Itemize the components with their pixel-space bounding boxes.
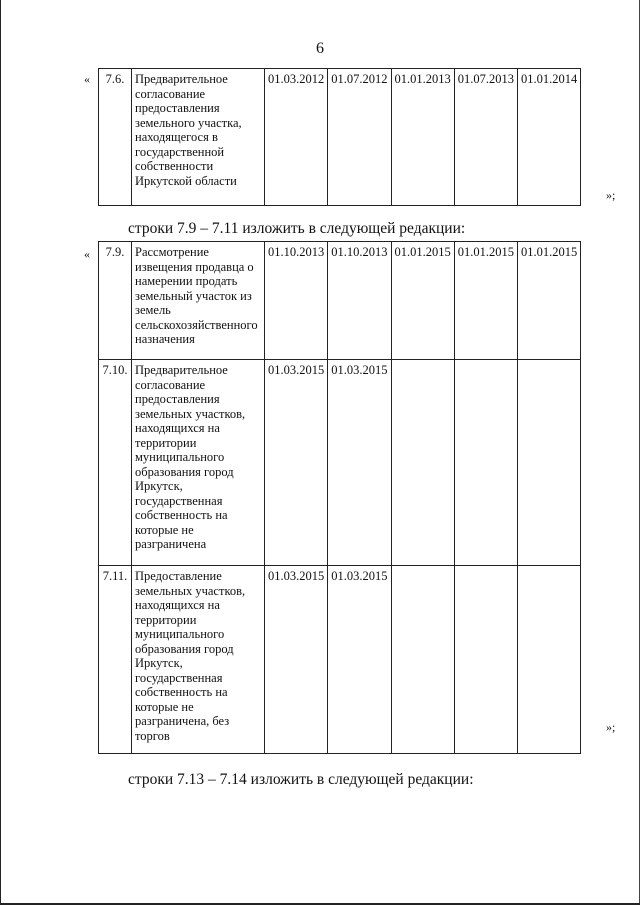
date-cell: 01.01.2015 (454, 242, 517, 360)
table-row (99, 242, 581, 360)
opening-quote: « (84, 72, 90, 86)
date-cell (518, 360, 581, 566)
row-number: 7.11. (99, 566, 132, 754)
date-cell: 01.01.2014 (518, 69, 581, 206)
scan-left-edge (0, 0, 1, 905)
date-cell (518, 566, 581, 754)
row-number: 7.6. (99, 69, 132, 206)
amendment-intro-7-13: строки 7.13 – 7.14 изложить в следующей редакции: (128, 771, 474, 788)
date-cell (454, 360, 517, 566)
date-cell: 01.03.2015 (328, 566, 391, 754)
closing-quote: »; (606, 188, 616, 202)
table-rows-7-9-7-11 (98, 241, 581, 754)
date-cell: 01.03.2012 (265, 69, 328, 206)
date-cell: 01.01.2015 (391, 242, 454, 360)
date-cell: 01.07.2012 (328, 69, 391, 206)
closing-quote: »; (606, 720, 616, 734)
date-cell (454, 566, 517, 754)
opening-quote: « (84, 247, 90, 261)
date-cell (391, 566, 454, 754)
date-cell: 01.10.2013 (328, 242, 391, 360)
date-cell: 01.10.2013 (265, 242, 328, 360)
row-number: 7.9. (99, 242, 132, 360)
date-cell: 01.03.2015 (265, 360, 328, 566)
date-cell (391, 360, 454, 566)
date-cell: 01.07.2013 (454, 69, 517, 206)
row-name: Рассмотрение извещения продавца о намерении продать земельный участок из земель сельскохозяйственного назначения (132, 242, 265, 360)
table-row (99, 69, 581, 206)
row-name: Предоставление земельных участков, находящихся на территории муниципального образования город Иркутск, государственная собственность на которые не разграничена, без торгов (132, 566, 265, 754)
row-name: Предварительное согласование предоставления земельного участка, находящегося в государственной собственности Иркутской области (132, 69, 265, 206)
date-cell: 01.03.2015 (265, 566, 328, 754)
date-cell: 01.01.2015 (518, 242, 581, 360)
date-cell: 01.01.2013 (391, 69, 454, 206)
page-number: 6 (316, 40, 324, 57)
table-row (99, 360, 581, 566)
amendment-intro-7-9: строки 7.9 – 7.11 изложить в следующей редакции: (128, 220, 466, 237)
row-number: 7.10. (99, 360, 132, 566)
row-name: Предварительное согласование предоставления земельных участков, находящихся на территории муниципального образования город Иркутск, государственная собственность на которые не разграничена (132, 360, 265, 566)
date-cell: 01.03.2015 (328, 360, 391, 566)
table-row (99, 566, 581, 754)
table-row-7-6 (98, 68, 581, 206)
